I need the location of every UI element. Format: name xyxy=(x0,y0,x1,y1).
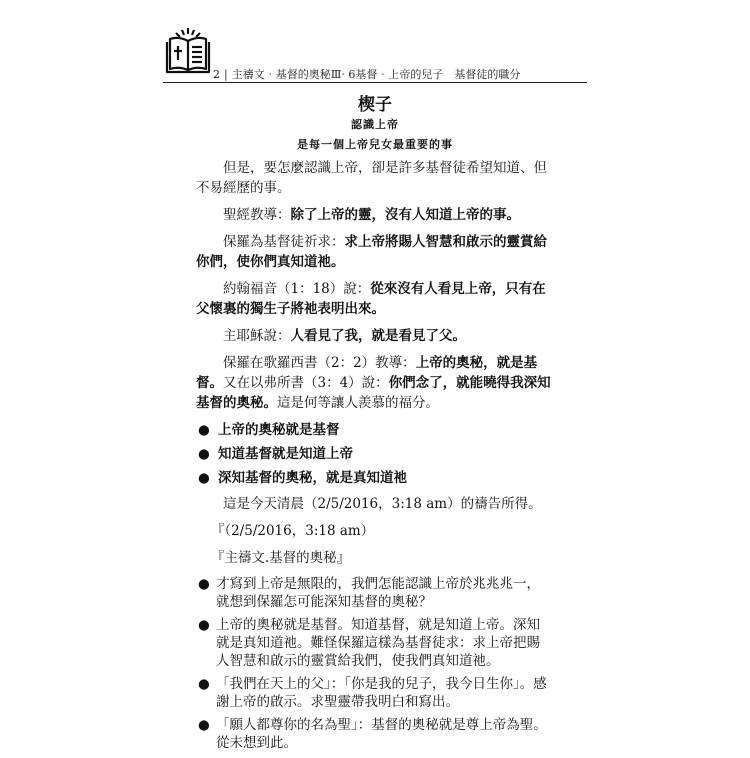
bullet-icon: ● xyxy=(198,422,210,438)
key-points-list xyxy=(196,420,552,488)
paragraph-3 xyxy=(196,232,552,272)
notes-list xyxy=(196,575,552,752)
p6-bold-1: 上帝的奧秘，就是基督。 xyxy=(196,355,538,391)
p5-lead: 主耶穌說： xyxy=(223,328,291,344)
bullet-icon: ● xyxy=(198,470,210,486)
page-number: 2 xyxy=(213,68,220,81)
paragraph-4 xyxy=(196,279,552,319)
subtitle-1: 認識上帝 xyxy=(351,118,399,131)
paragraph-6 xyxy=(196,353,552,413)
p6-lead: 保羅在歌羅西書（2：2）教導： xyxy=(223,355,416,371)
subtitle-2: 是每一個上帝兒女最重要的事 xyxy=(297,138,453,151)
body-text xyxy=(196,158,552,758)
p6-mid: 又在以弗所書（3：4）說： xyxy=(223,375,389,391)
list-item: ● 才寫到上帝是無限的，我們怎能認識上帝於兆兆兆一，就想到保羅怎可能深知基督的奧秘？ xyxy=(198,576,540,610)
p2-bold: 除了上帝的靈，沒有人知道上帝的事。 xyxy=(290,207,520,223)
open-bible-icon xyxy=(163,26,213,76)
list-item: ● 知道基督就是知道上帝 xyxy=(198,446,353,462)
header-separator: | xyxy=(224,68,228,81)
bullet-icon: ● xyxy=(198,717,210,733)
header-text: 主禱文‧基督的奧秘Ⅲ‧ 6基督‧上帝的兒子 基督徒的職分 xyxy=(231,68,521,81)
chapter-title: 楔子 xyxy=(358,95,392,115)
list-item: ● 上帝的奧秘就是基督 xyxy=(198,422,340,438)
bullet-icon: ● xyxy=(198,676,210,692)
list-item: ● 深知基督的奧秘，就是真知道祂 xyxy=(198,470,407,486)
paragraph-1: 但是，要怎麼認識上帝，卻是許多基督徒希望知道、但不易經歷的事。 xyxy=(196,160,547,196)
quote-open: 『（2/5/2016，3:18 am） xyxy=(210,523,375,539)
list-item: ● 「我們在天上的父」：「你是我的兒子，我今日生你」。感謝上帝的啟示。求聖靈帶我明白和寫出。 xyxy=(198,676,547,710)
p6-bold-2: 你們念了，就能曉得我深知基督的奧秘。 xyxy=(196,375,551,411)
book-reference: 『主禱文.基督的奧秘』 xyxy=(210,550,351,566)
p4-bold: 從來沒有人看見上帝，只有在父懷裏的獨生子將祂表明出來。 xyxy=(196,281,546,317)
bullet-icon: ● xyxy=(198,617,210,633)
p4-lead: 約翰福音（1：18）說： xyxy=(223,281,371,297)
running-header xyxy=(213,66,520,82)
paragraph-2 xyxy=(196,205,552,225)
p3-lead: 保羅為基督徒祈求： xyxy=(223,234,345,250)
p5-bold: 人看見了我，就是看見了父。 xyxy=(290,328,466,344)
p2-lead: 聖經教導： xyxy=(223,207,291,223)
prayer-note: 這是今天清晨（2/5/2016，3:18 am）的禱告所得。 xyxy=(223,496,542,512)
bullet-icon: ● xyxy=(198,576,210,592)
paragraph-5 xyxy=(196,326,552,346)
list-item: ● 「願人都尊你的名為聖」：基督的奧秘就是尊上帝為聖。從未想到此。 xyxy=(198,717,547,751)
p3-bold: 求上帝將賜人智慧和啟示的靈賞給你們，使你們真知道祂。 xyxy=(196,234,547,270)
bullet-icon: ● xyxy=(198,446,210,462)
list-item: ● 上帝的奧秘就是基督。知道基督，就是知道上帝。深知就是真知道祂。難怪保羅這樣為基督徒求：求上帝把賜人智慧和啟示的靈賞給我們，使我們真知道祂。 xyxy=(198,617,540,669)
header-rule xyxy=(163,82,587,83)
p6-tail: 這是何等讓人羨慕的福分。 xyxy=(277,395,439,411)
